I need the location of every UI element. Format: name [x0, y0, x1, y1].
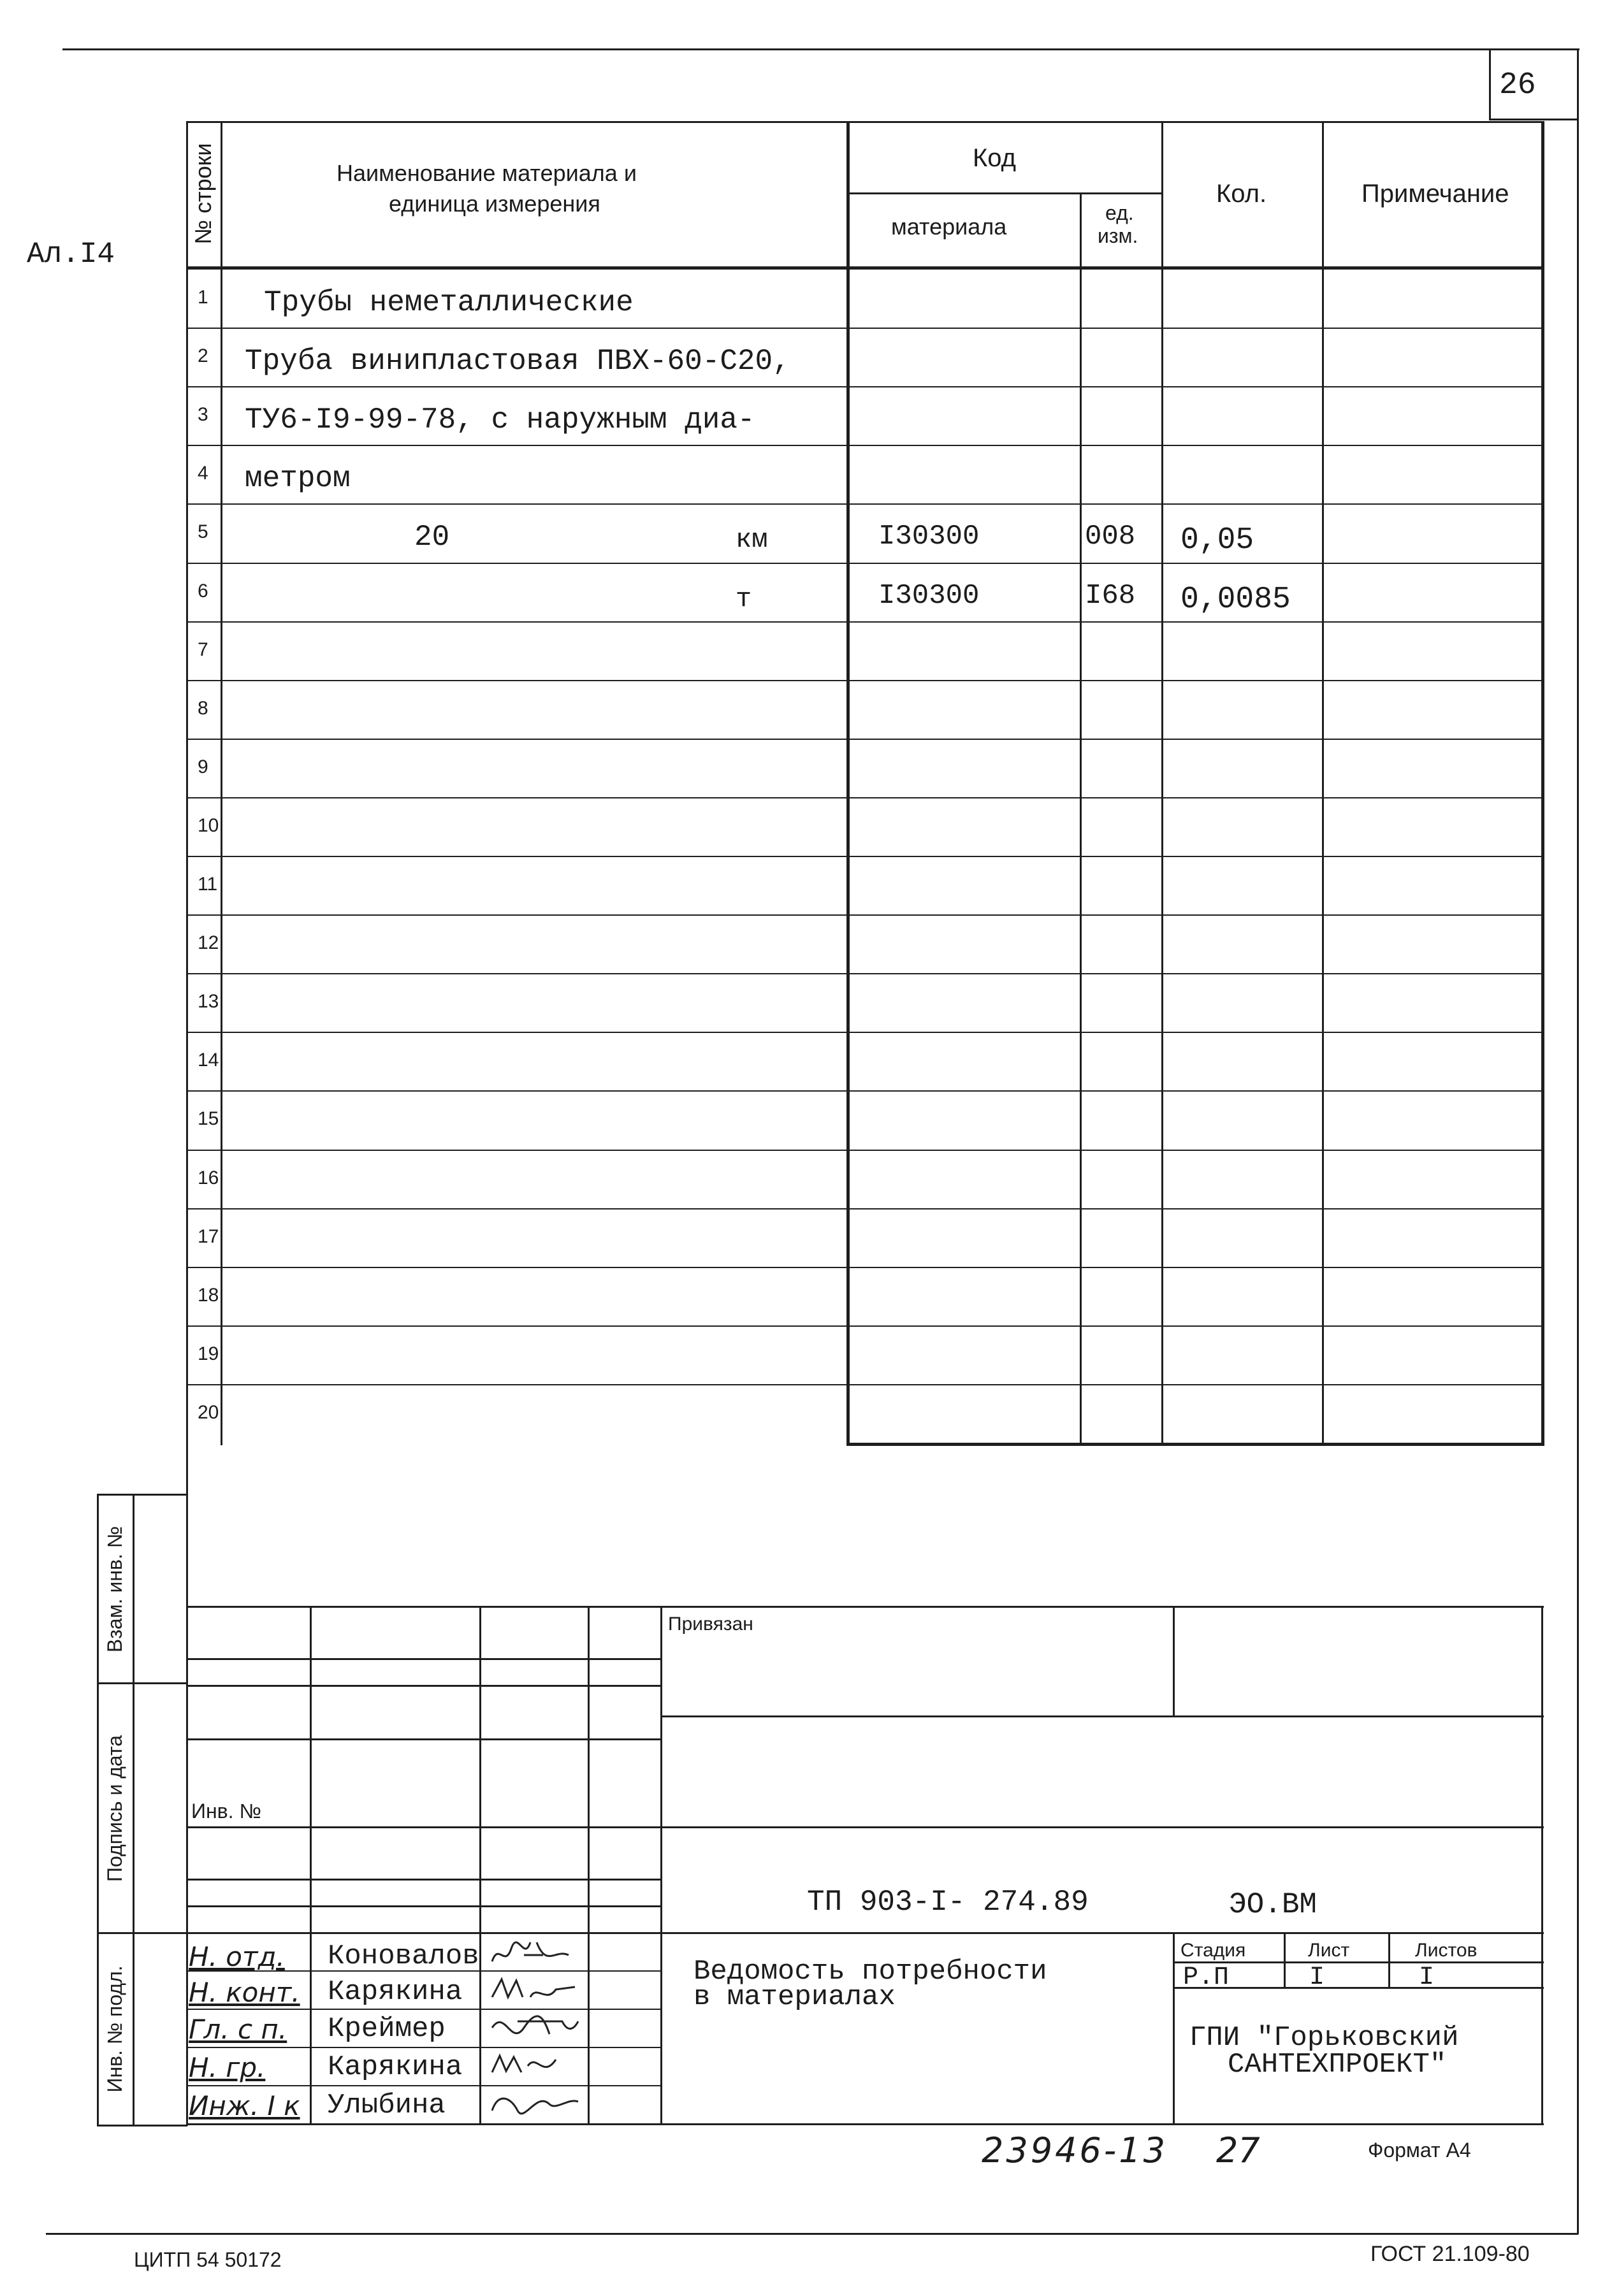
- signature-scribble: [486, 2047, 581, 2083]
- bottom-rule: [46, 2233, 1578, 2235]
- signer-role: Н. конт.: [189, 1977, 300, 2008]
- row-unit: т: [736, 583, 752, 614]
- signer-row: [186, 2012, 662, 2048]
- sheet-number-box-left: [1489, 48, 1491, 120]
- row-number: 5: [198, 521, 208, 543]
- row-number: 11: [198, 874, 218, 895]
- signer-row: [186, 2051, 662, 2086]
- row-number: 4: [198, 463, 208, 484]
- signer-role: Н. отд.: [189, 1941, 285, 1972]
- privyazan-label: Привязан: [668, 1614, 753, 1635]
- row-name: Трубы неметаллические: [264, 286, 634, 319]
- table-row: [186, 1384, 1544, 1443]
- header-name-line1: Наименование материала и: [337, 160, 637, 186]
- row-number: 6: [198, 580, 208, 602]
- table-top-line: [186, 121, 1544, 123]
- stamp-bottom: [97, 2125, 187, 2126]
- stage-value: Р.П: [1183, 1963, 1230, 1992]
- row-unit: км: [736, 524, 768, 556]
- top-rule: [62, 48, 1579, 50]
- format-label: Формат А4: [1368, 2139, 1471, 2162]
- table-row: [186, 1090, 1544, 1149]
- signer-name: Креймер: [328, 2013, 446, 2045]
- tb-line-9: [186, 1932, 1544, 1934]
- stamp-podpis: Подпись и дата: [103, 1735, 126, 1882]
- signer-name: Улыбина: [328, 2090, 446, 2121]
- header-code: Код: [973, 144, 1017, 172]
- stamp-vzam: Взам. инв. №: [103, 1526, 126, 1653]
- sheets-value: I: [1419, 1963, 1435, 1992]
- row-number: 20: [198, 1401, 219, 1423]
- header-qty: Кол.: [1216, 180, 1267, 208]
- row-material-code: I30300: [878, 579, 980, 612]
- signer-role: Н. гр.: [189, 2052, 266, 2083]
- signer-role: Инж. I к: [189, 2090, 300, 2121]
- doc-title-line2: в материалах: [693, 1981, 896, 2013]
- signer-row: [186, 1975, 662, 2011]
- signer-role: Гл. с п.: [189, 2014, 287, 2045]
- doc-title-line1: Ведомость потребности: [693, 1956, 1047, 1988]
- tb-line-8: [186, 1905, 662, 1907]
- side-label: Ал.I4: [27, 238, 115, 271]
- row-name: Труба винипластовая ПВХ-60-С20,: [245, 345, 790, 379]
- table-row: [186, 1325, 1544, 1384]
- header-row-no: № строки: [190, 143, 216, 245]
- tb-line-4: [662, 1715, 1544, 1717]
- row-number: 17: [198, 1225, 219, 1247]
- org-line2: САНТЕХПРОЕКТ": [1228, 2049, 1447, 2081]
- table-row: [186, 386, 1544, 445]
- signature-scribble: [486, 2009, 581, 2044]
- inv-no-label: Инв. №: [191, 1800, 261, 1823]
- sheets-label: Листов: [1415, 1940, 1477, 1961]
- stamp-sep-1: [97, 1682, 187, 1684]
- tb-v-8: [1388, 1932, 1390, 1988]
- row-number: 15: [198, 1108, 219, 1130]
- signature-scribble: [486, 1972, 581, 2007]
- row-unit-code: 008: [1085, 521, 1136, 553]
- tb-line-6: [186, 1826, 1544, 1828]
- handwritten-page: 27: [1216, 2130, 1260, 2170]
- row-number: 2: [198, 345, 208, 367]
- signer-row: [186, 2089, 662, 2125]
- code-subheader-line: [850, 192, 1163, 194]
- signer-name: Карякина: [328, 2051, 463, 2083]
- row-unit-code: I68: [1085, 579, 1136, 612]
- stamp-col-left: [97, 1494, 99, 2126]
- table-row: [186, 445, 1544, 503]
- row-material-code: I30300: [878, 521, 980, 553]
- header-unit-line2: изм.: [1098, 224, 1138, 247]
- tb-line-2: [186, 1658, 662, 1660]
- row-name: 20: [414, 521, 450, 554]
- table-row: [186, 973, 1544, 1032]
- row-number: 7: [198, 639, 208, 660]
- table-row: [186, 328, 1544, 386]
- stamp-inv-podl: Инв. № подл.: [103, 1965, 126, 2093]
- row-number: 12: [198, 932, 219, 954]
- row-name: ТУ6-I9-99-78, с наружным диа-: [245, 403, 755, 437]
- table-row: [186, 1032, 1544, 1090]
- tb-v-6: [1173, 1932, 1175, 2125]
- signature-scribble: [486, 1936, 581, 1972]
- row-number: 1: [198, 287, 208, 308]
- tb-line-top: [186, 1606, 1544, 1608]
- header-name-line2: единица измерения: [389, 191, 600, 217]
- handwritten-number: 23946-13: [982, 2130, 1168, 2170]
- tb-line-7: [186, 1879, 662, 1881]
- row-qty: 0,0085: [1180, 582, 1291, 617]
- table-bottom-line: [846, 1443, 1544, 1446]
- stage-label: Стадия: [1180, 1940, 1246, 1961]
- footer-right: ГОСТ 21.109-80: [1370, 2242, 1530, 2266]
- table-row: [186, 503, 1544, 562]
- table-row: [186, 621, 1544, 680]
- header-material: материала: [891, 213, 1007, 240]
- signer-name: Карякина: [328, 1976, 463, 2008]
- row-number: 18: [198, 1284, 219, 1306]
- sheet-number-box-bottom: [1489, 119, 1578, 120]
- table-row: [186, 856, 1544, 914]
- row-number: 3: [198, 404, 208, 426]
- tb-v-7: [1284, 1932, 1286, 1988]
- org-line1: ГПИ "Горьковский: [1189, 2022, 1459, 2054]
- stamp-top: [97, 1494, 187, 1496]
- sheet-value: I: [1309, 1963, 1325, 1992]
- row-number: 9: [198, 756, 208, 777]
- table-row: [186, 739, 1544, 797]
- table-row: [186, 1267, 1544, 1325]
- tb-v-5: [1173, 1606, 1175, 1717]
- sheet-label: Лист: [1308, 1940, 1350, 1961]
- table-row: [186, 269, 1544, 328]
- sheet-number: 26: [1499, 68, 1536, 103]
- row-number: 19: [198, 1343, 219, 1364]
- row-number: 8: [198, 697, 208, 719]
- tb-line-5: [186, 1738, 662, 1740]
- row-number: 10: [198, 814, 219, 836]
- header-unit-line1: ед.: [1105, 201, 1134, 224]
- table-row: [186, 797, 1544, 856]
- tb-right: [1541, 1606, 1543, 2125]
- header-note: Примечание: [1361, 180, 1509, 208]
- stamp-col-mid: [133, 1494, 134, 2126]
- doc-code: ТП 903-I- 274.89: [807, 1886, 1089, 1919]
- stamp-sep-2: [97, 1932, 187, 1934]
- signature-scribble: [486, 2085, 581, 2121]
- table-row: [186, 563, 1544, 621]
- row-name: метром: [245, 462, 351, 496]
- footer-left: ЦИТП 54 50172: [134, 2248, 282, 2271]
- table-row: [186, 914, 1544, 973]
- row-number: 13: [198, 991, 219, 1013]
- doc-suffix: ЭО.ВМ: [1229, 1888, 1318, 1921]
- table-row: [186, 1208, 1544, 1267]
- tb-line-3: [186, 1685, 662, 1687]
- signer-row: [186, 1940, 662, 1975]
- right-frame: [1577, 48, 1579, 2234]
- table-row: [186, 1150, 1544, 1208]
- signer-name: Коновалов: [328, 1940, 479, 1972]
- row-qty: 0,05: [1180, 523, 1254, 558]
- row-number: 16: [198, 1167, 219, 1188]
- table-row: [186, 680, 1544, 739]
- row-number: 14: [198, 1050, 219, 1071]
